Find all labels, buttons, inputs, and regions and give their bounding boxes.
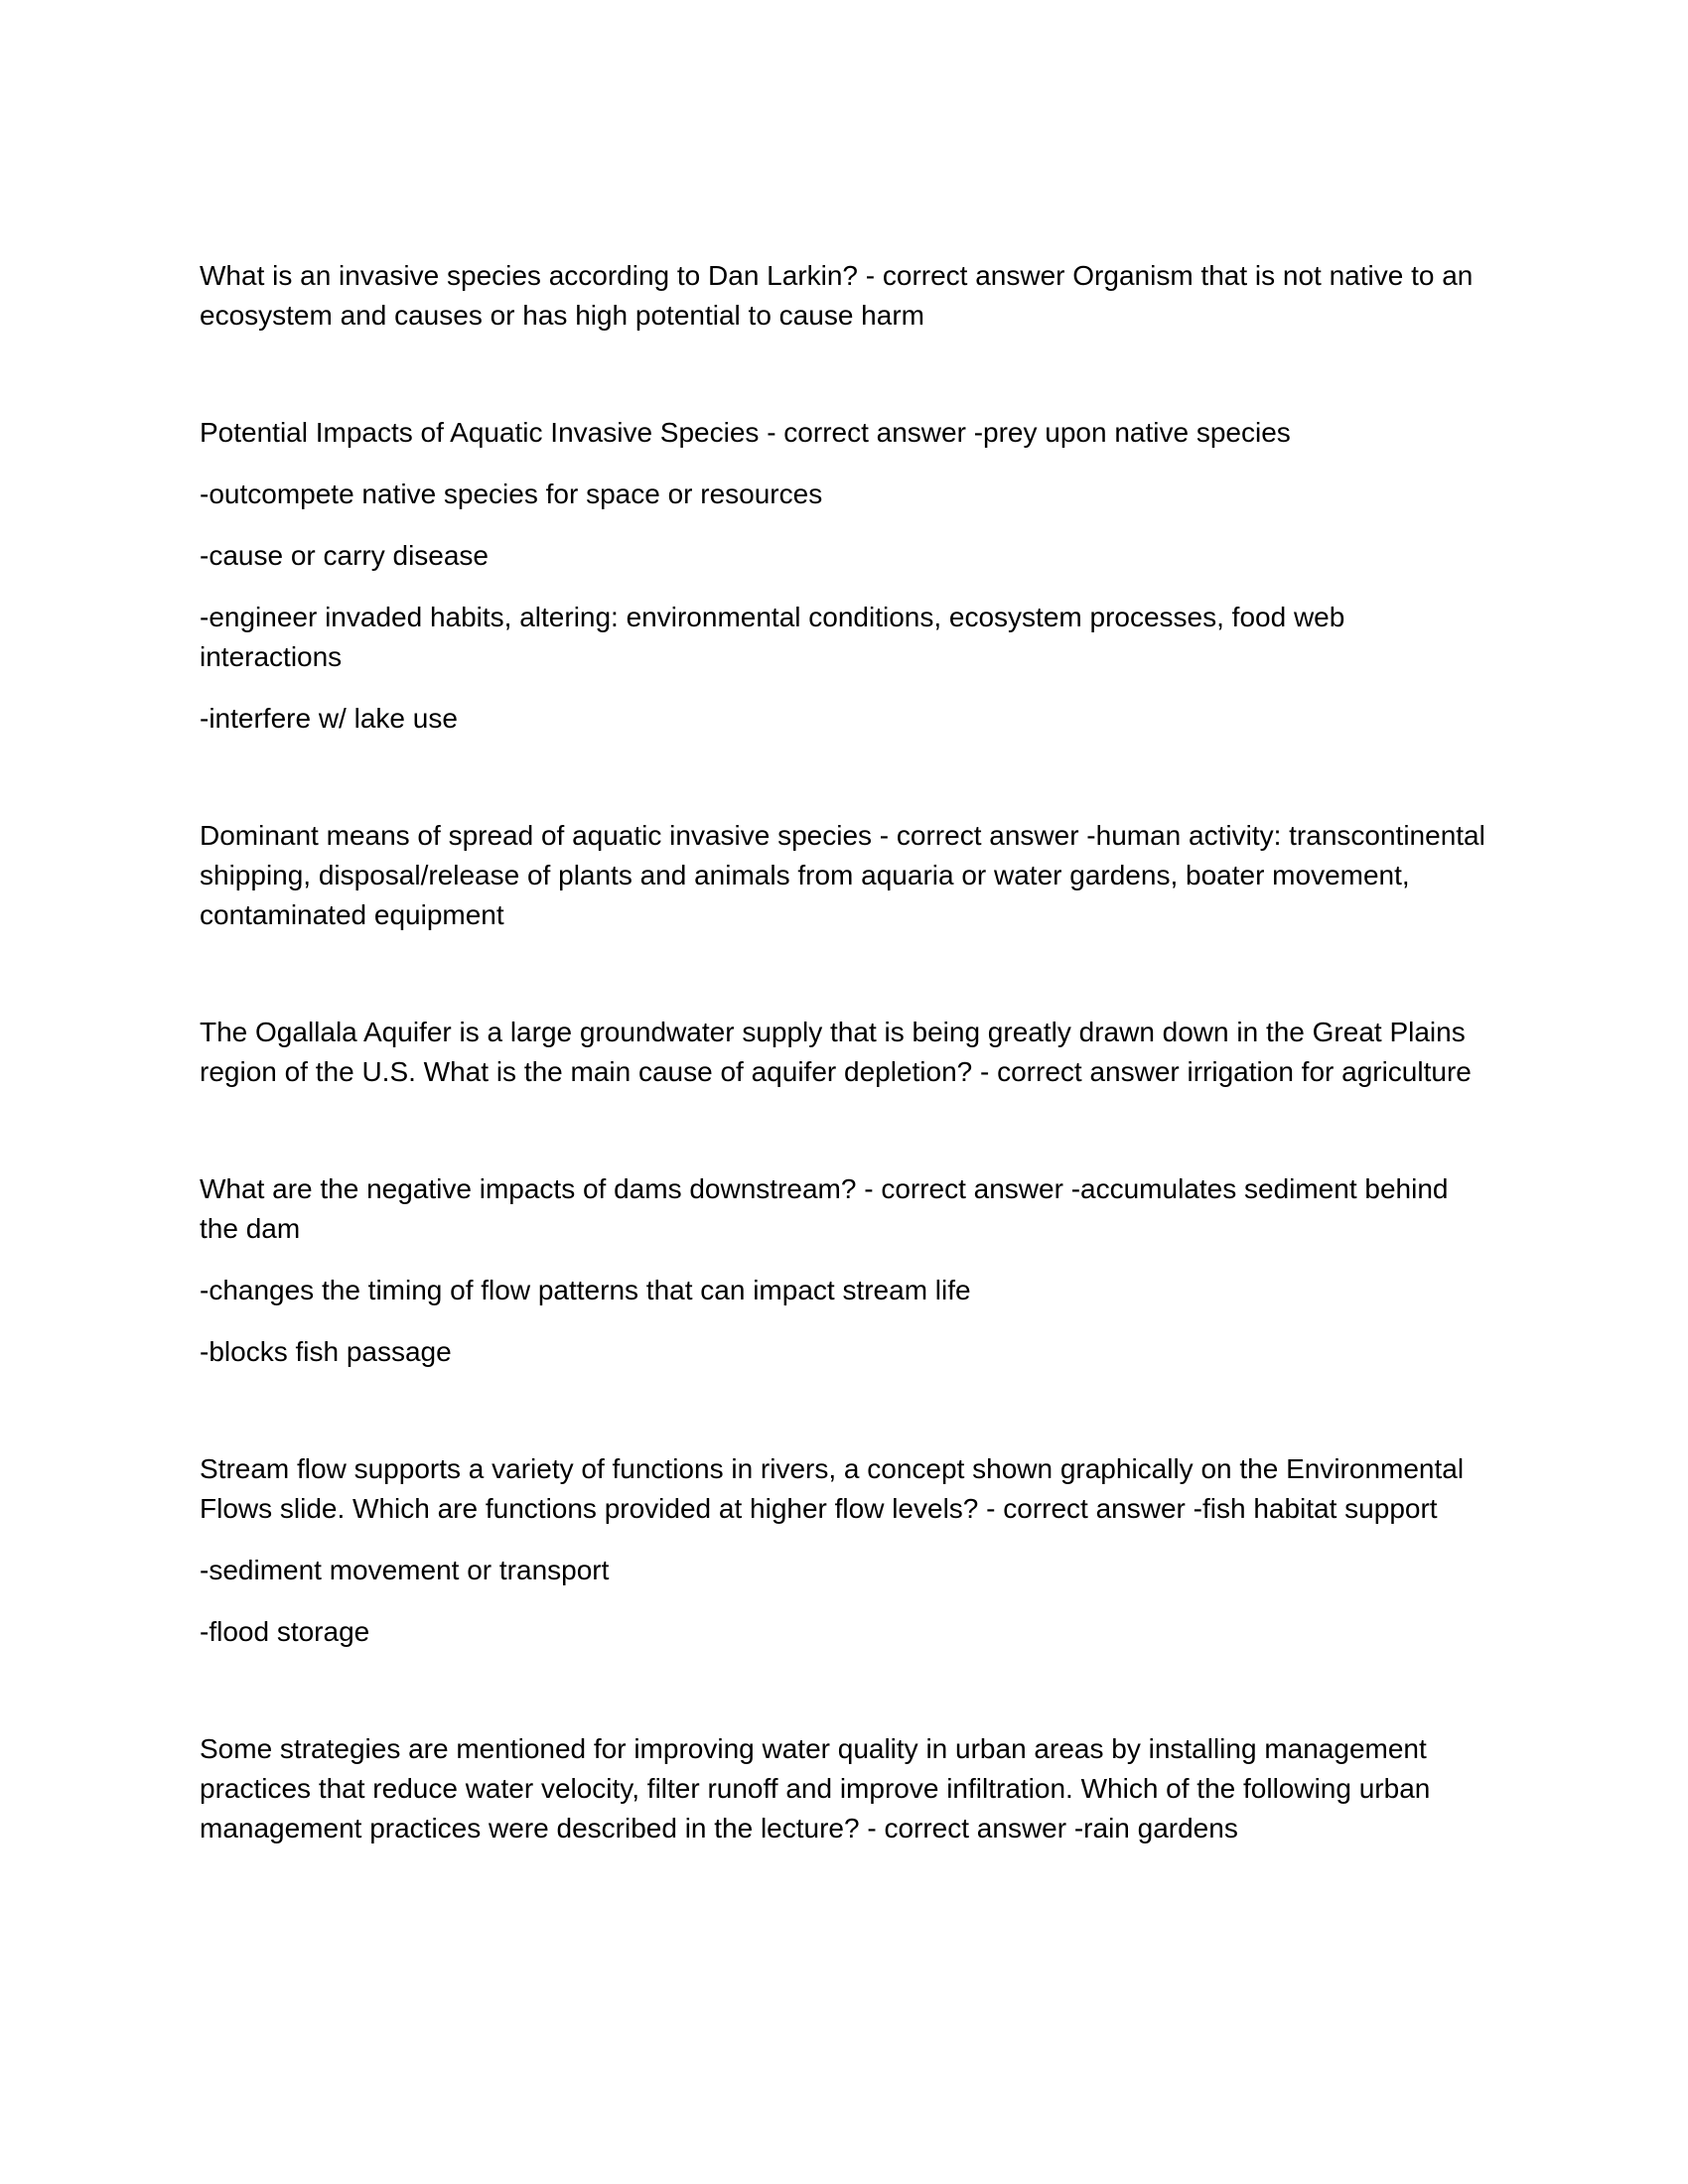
qa-entry-aquatic-invasive-impacts <box>200 413 1490 739</box>
qa-entry-invasive-species-definition <box>200 256 1490 336</box>
question-answer-text: Stream flow supports a variety of functions in rivers, a concept shown graphically on the Environmental Flows slide. Which are functions provided at higher flow levels? - correct answer -fish habitat support <box>200 1453 1465 1524</box>
document-body <box>200 256 1490 1926</box>
question-answer-text: The Ogallala Aquifer is a large groundwater supply that is being greatly drawn down in the Great Plains region of the U.S. What is the main cause of aquifer depletion? - correct answer irrigation for agriculture <box>200 1017 1472 1087</box>
question-answer-text: Dominant means of spread of aquatic invasive species - correct answer -human activity: transcontinental shipping, disposal/release of plants and animals from aquaria or water gardens, boater movement, contaminated equipment <box>200 820 1485 930</box>
qa-entry-stream-flow-functions <box>200 1449 1490 1652</box>
question-answer-text: What are the negative impacts of dams downstream? - correct answer -accumulates sediment behind the dam <box>200 1173 1449 1244</box>
answer-list-item: -outcompete native species for space or resources <box>200 478 823 509</box>
answer-list-item: -changes the timing of flow patterns that can impact stream life <box>200 1275 971 1305</box>
question-answer-text: Some strategies are mentioned for improving water quality in urban areas by installing management practices that reduce water velocity, filter runoff and improve infiltration. Which of the following urban management practices were described in the lecture? - correct answer -rain gardens <box>200 1733 1431 1843</box>
qa-entry-urban-water-quality <box>200 1729 1490 1848</box>
answer-list-item: -engineer invaded habits, altering: environmental conditions, ecosystem processes, food web interactions <box>200 602 1345 672</box>
answer-list-item: -cause or carry disease <box>200 540 490 571</box>
qa-entry-ogallala-aquifer <box>200 1013 1490 1092</box>
question-answer-text: What is an invasive species according to Dan Larkin? - correct answer Organism that is not native to an ecosystem and causes or has high potential to cause harm <box>200 260 1474 331</box>
qa-entry-dam-impacts <box>200 1169 1490 1372</box>
answer-list-item: -blocks fish passage <box>200 1336 452 1367</box>
answer-list-item: -flood storage <box>200 1616 370 1647</box>
answer-list-item: -sediment movement or transport <box>200 1555 610 1585</box>
answer-list-item: -interfere w/ lake use <box>200 703 458 734</box>
qa-entry-spread-means <box>200 816 1490 935</box>
question-answer-text: Potential Impacts of Aquatic Invasive Species - correct answer -prey upon native species <box>200 417 1291 448</box>
